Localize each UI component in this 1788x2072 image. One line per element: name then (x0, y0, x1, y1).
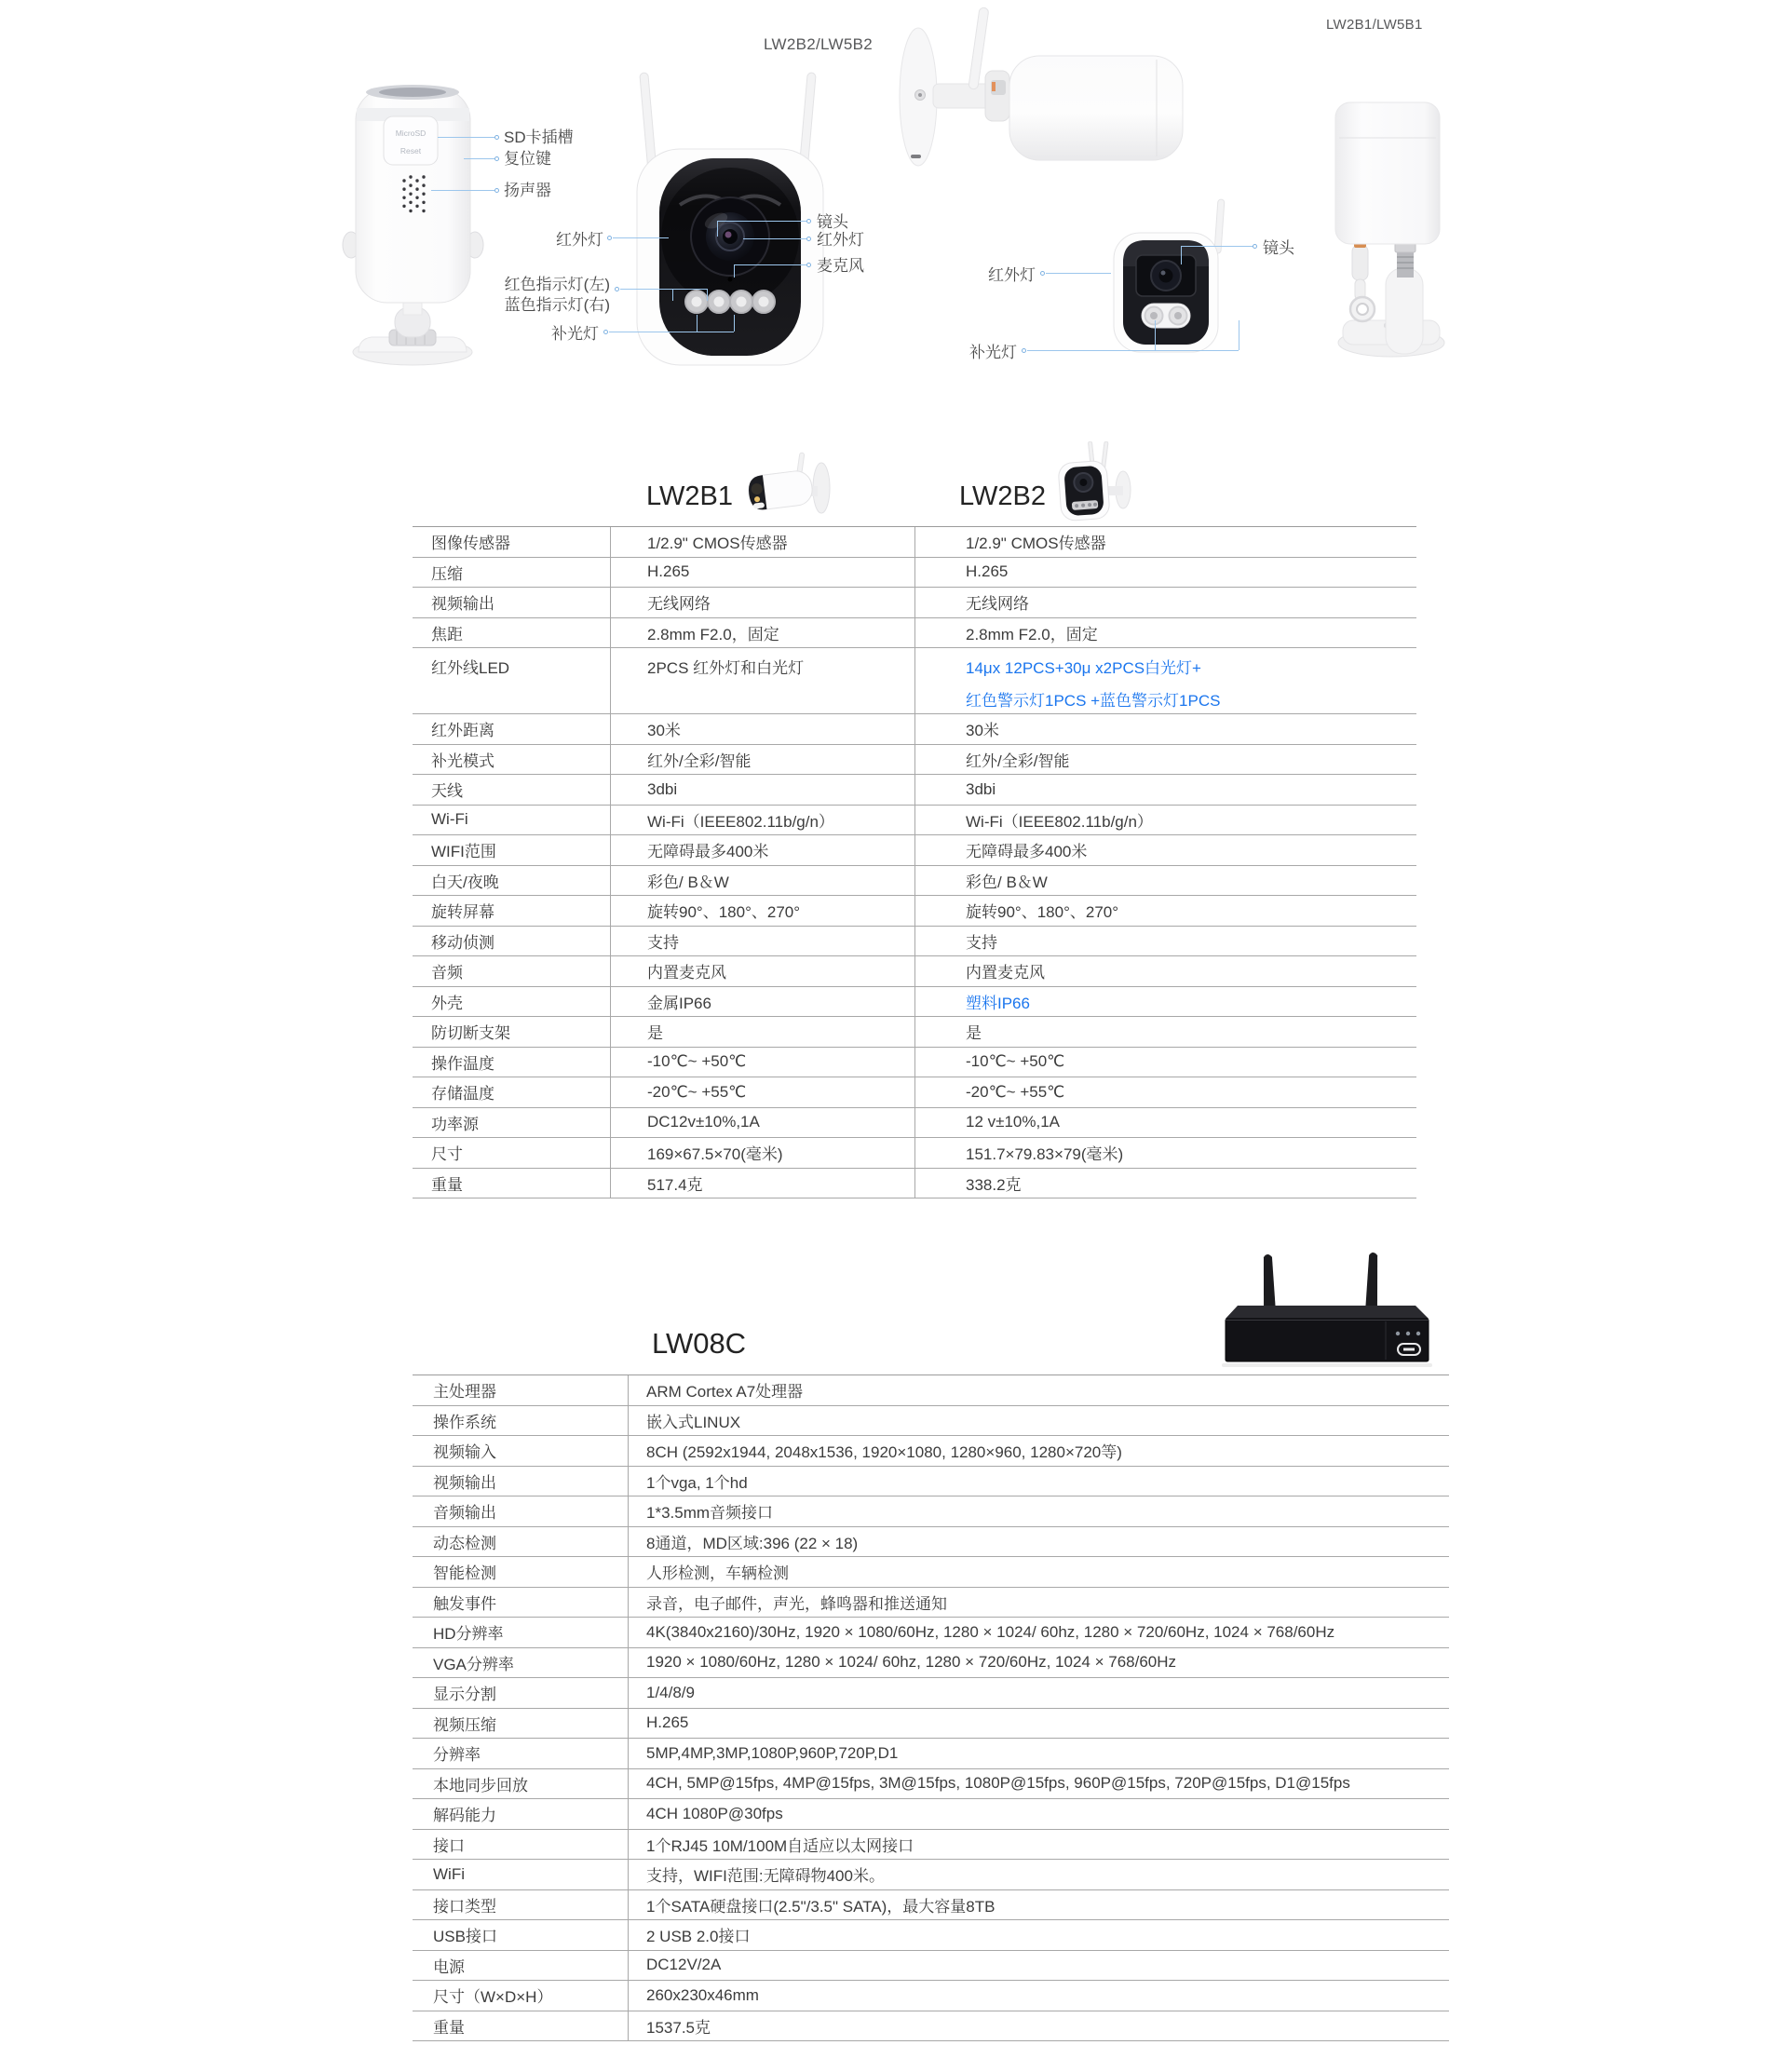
spec-label: 触发事件 (433, 1594, 496, 1613)
spec-value-1: 金属IP66 (647, 994, 711, 1012)
spec-label: 压缩 (431, 564, 463, 583)
spec-value: H.265 (646, 1713, 689, 1732)
spec-label: 功率源 (431, 1115, 479, 1133)
spec-label: 重量 (431, 1175, 463, 1194)
spec-label: 旋转屏幕 (431, 903, 494, 922)
table-row (413, 1527, 1449, 1558)
lw2b1-thumbnail (743, 451, 833, 523)
sd-reset-plate (384, 116, 438, 165)
spec-label: 尺寸（W×D×H） (433, 1988, 553, 2007)
plate-microsd-text: MicroSD (395, 129, 427, 138)
spec-value-1: 是 (647, 1024, 663, 1043)
spec-value: 1*3.5mm音频接口 (646, 1504, 774, 1523)
spec-label: 红外线LED (431, 659, 510, 677)
spec-value-2: 30米 (966, 722, 999, 740)
spec-label: USB接口 (433, 1928, 497, 1946)
camera-back-view-image (326, 73, 522, 385)
spec-label: 接口类型 (433, 1897, 496, 1916)
spec-label: 红外距离 (431, 722, 494, 740)
label-mic: 麦克风 (817, 257, 864, 275)
spec-value-2: 3dbi (966, 779, 996, 798)
table-divider (610, 527, 611, 1199)
nvr-antenna-left (1262, 1254, 1276, 1313)
spec-label: 分辨率 (433, 1746, 481, 1765)
spec-value: DC12V/2A (646, 1956, 722, 1974)
spec-value-2: H.265 (966, 562, 1009, 581)
spec-value-2: 内置麦克风 (966, 964, 1045, 982)
spec-value-1: 1/2.9" CMOS传感器 (647, 535, 788, 553)
label-indicator-red: 红色指示灯(左) (504, 276, 610, 293)
spec-value-1: 517.4克 (647, 1175, 703, 1194)
label-ir-left: 红外灯 (556, 231, 603, 249)
spec-value-2: -10℃~ +50℃ (966, 1052, 1065, 1071)
spec-label: 移动侦测 (431, 933, 494, 952)
spec-value-1: 支持 (647, 933, 679, 952)
spec-value-1: -10℃~ +50℃ (647, 1052, 747, 1071)
spec-value: 1/4/8/9 (646, 1683, 695, 1701)
spec-value-2: 支持 (966, 933, 997, 952)
spec-value-1: 内置麦克风 (647, 964, 726, 982)
hinge-knuckle (985, 71, 1009, 121)
mount-arm (933, 84, 991, 108)
spec-value-2: 无障碍最多400米 (966, 843, 1088, 861)
table-row (413, 1588, 1449, 1618)
table-row (413, 1557, 1449, 1588)
spec-value-1: 无障碍最多400米 (647, 843, 769, 861)
table-row (413, 1769, 1449, 1800)
spec-label: 焦距 (431, 625, 463, 643)
table-row (413, 1436, 1449, 1467)
table-row (413, 1496, 1449, 1527)
table-row (413, 1920, 1449, 1951)
spec-label: 视频输出 (433, 1473, 496, 1492)
spec-value: 1537.5克 (646, 2018, 711, 2037)
table-row (413, 1860, 1449, 1890)
lw2b2-thumbnail (1049, 441, 1134, 523)
spec-label: WiFi (433, 1864, 465, 1883)
spec-value-1: -20℃~ +55℃ (647, 1082, 747, 1101)
table-row (413, 1618, 1449, 1648)
nvr-image (1212, 1250, 1442, 1373)
stand-arm (1386, 268, 1423, 354)
table-row (413, 1739, 1449, 1769)
spec-value: ARM Cortex A7处理器 (646, 1383, 804, 1402)
spec-label: 视频压缩 (433, 1715, 496, 1734)
spec-value-2: 2.8mm F2.0，固定 (966, 625, 1098, 643)
plate-reset-text: Reset (400, 146, 422, 156)
spec-label: 智能检测 (433, 1564, 496, 1583)
spec-value-2: 14μx 12PCS+30μ x2PCS白光灯+ 红色警示灯1PCS +蓝色警示灯1PCS (966, 659, 1221, 710)
nvr-title: LW08C (652, 1327, 747, 1360)
spec-label: 解码能力 (433, 1807, 496, 1825)
table-row (413, 2011, 1449, 2042)
table-row (413, 1648, 1449, 1679)
spec-label: 外壳 (431, 994, 463, 1012)
spec-label: 视频输入 (433, 1443, 496, 1462)
spec-value-2: 旋转90°、180°、270° (966, 903, 1119, 922)
camera-front-view-image (626, 63, 835, 375)
spec-label: 音频输出 (433, 1504, 496, 1523)
nvr-front-panel (1226, 1319, 1429, 1361)
spec-value-2: Wi-Fi（IEEE802.11b/g/n） (966, 812, 1153, 831)
camera-rear-view-image (1319, 89, 1454, 359)
spec-label: 接口 (433, 1836, 465, 1855)
table-model2-title: LW2B2 (959, 481, 1046, 511)
camera-side-view-image (894, 4, 1201, 181)
spec-value-2: 151.7×79.83×79(毫米) (966, 1145, 1124, 1164)
spec-value: 4K(3840x2160)/30Hz, 1920 × 1080/60Hz, 1280 × 1024/ 60hz, 1280 × 720/60Hz, 1024 × 768/60Hz (646, 1622, 1335, 1641)
spec-label: 白天/夜晚 (431, 873, 499, 891)
spec-label: 防切断支架 (431, 1024, 510, 1043)
table-row (413, 1799, 1449, 1830)
model-title-lw2b2-lw5b2: LW2B2/LW5B2 (764, 35, 873, 53)
table-model1-title: LW2B1 (646, 481, 733, 511)
camera-spec-table (413, 526, 1416, 1199)
label-speaker: 扬声器 (504, 182, 551, 199)
spec-label: 重量 (433, 2018, 465, 2037)
spec-value-2: 338.2克 (966, 1175, 1022, 1194)
spec-value: 录音，电子邮件，声光，蜂鸣器和推送通知 (646, 1594, 947, 1613)
spec-label: 动态检测 (433, 1534, 496, 1552)
spec-value: 1个SATA硬盘接口(2.5"/3.5" SATA)，最大容量8TB (646, 1897, 996, 1916)
spec-label: VGA分辨率 (433, 1655, 514, 1673)
table-row (413, 1890, 1449, 1921)
spec-value: 4CH, 5MP@15fps, 4MP@15fps, 3M@15fps, 1080P@15fps, 960P@15fps, 720P@15fps, D1@15fps (646, 1774, 1350, 1793)
label-sd-slot: SD卡插槽 (504, 129, 574, 146)
nvr-spec-rows (413, 1375, 1449, 2041)
spec-value: 8通道，MD区域:396 (22 × 18) (646, 1534, 859, 1552)
spec-value-1: 2.8mm F2.0，固定 (647, 625, 779, 643)
spec-value-2: 是 (966, 1024, 982, 1043)
camera-body (1335, 102, 1440, 244)
nvr-spec-table (413, 1375, 1449, 2041)
label-ir-right-group: 红外灯 (988, 266, 1036, 284)
model-title-lw2b1-lw5b1: LW2B1/LW5B1 (1326, 17, 1423, 33)
spec-value-2: -20℃~ +55℃ (966, 1082, 1065, 1101)
table-row (413, 1981, 1449, 2011)
spec-value-1: 无线网络 (647, 595, 711, 614)
table-row (413, 1709, 1449, 1740)
label-fill-light-left-group: 补光灯 (551, 325, 599, 343)
spec-value-2: 12 v±10%,1A (966, 1113, 1061, 1131)
label-ir-right: 红外灯 (817, 231, 864, 249)
spec-value: 8CH (2592x1944, 2048x1536, 1920×1080, 1280×960, 1280×720等) (646, 1443, 1122, 1462)
spec-value-1: Wi-Fi（IEEE802.11b/g/n） (647, 812, 834, 831)
spec-value-1: 彩色/ B＆W (647, 873, 729, 891)
spec-value-1: 3dbi (647, 779, 678, 798)
label-indicator-blue: 蓝色指示灯(右) (504, 296, 610, 314)
spec-value-1: H.265 (647, 562, 690, 581)
spec-value-2: 塑料IP66 (966, 994, 1030, 1012)
spec-label: 尺寸 (431, 1145, 463, 1164)
spec-value-2: 1/2.9" CMOS传感器 (966, 535, 1106, 553)
spec-label: 操作系统 (433, 1413, 496, 1431)
table-row (413, 1951, 1449, 1982)
table-row (413, 1678, 1449, 1709)
spec-value-2: 红外/全彩/智能 (966, 752, 1070, 770)
spec-label: WIFI范围 (431, 843, 496, 861)
label-lens-right-group: 镜头 (1263, 239, 1294, 257)
spec-value-1: 169×67.5×70(毫米) (647, 1145, 783, 1164)
nvr-antenna-right (1365, 1253, 1379, 1313)
table-row (413, 1830, 1449, 1861)
table-row (413, 1467, 1449, 1497)
spec-value: 支持，WIFI范围:无障碍物400米。 (646, 1867, 885, 1886)
spec-label: 天线 (431, 782, 463, 801)
spec-label: 图像传感器 (431, 535, 510, 553)
mic-hole (728, 278, 733, 282)
spec-value-1: 30米 (647, 722, 681, 740)
spec-value: 260x230x46mm (646, 1985, 759, 2004)
spec-value: 1个vga, 1个hd (646, 1473, 748, 1492)
spec-value-2: 无线网络 (966, 595, 1029, 614)
spec-value-1: 2PCS 红外灯和白光灯 (647, 659, 805, 677)
screw-joint (1397, 251, 1414, 278)
spec-label: 补光模式 (431, 752, 494, 770)
label-lens: 镜头 (817, 213, 848, 231)
table-row (413, 1406, 1449, 1437)
spec-value: 嵌入式LINUX (646, 1413, 741, 1431)
spec-label: 本地同步回放 (433, 1776, 528, 1794)
antenna-connector-copper (992, 82, 996, 91)
spec-value-1: 红外/全彩/智能 (647, 752, 752, 770)
antenna-connector (1352, 245, 1368, 280)
spec-value-1: DC12v±10%,1A (647, 1113, 760, 1131)
spec-label: 主处理器 (433, 1383, 496, 1402)
table-divider (914, 527, 915, 1199)
camera-front-small-image (1099, 197, 1239, 358)
spec-value: 2 USB 2.0接口 (646, 1928, 751, 1946)
spec-label: 存储温度 (431, 1085, 494, 1104)
spec-label: 音频 (431, 964, 463, 982)
spec-label: 视频输出 (431, 595, 494, 614)
label-reset: 复位键 (504, 150, 551, 168)
spec-value: 1920 × 1080/60Hz, 1280 × 1024/ 60hz, 1280 × 720/60Hz, 1024 × 768/60Hz (646, 1653, 1177, 1672)
spec-value: 4CH 1080P@30fps (646, 1804, 783, 1822)
spec-value: 人形检测，车辆检测 (646, 1564, 789, 1583)
spec-value-2: 彩色/ B＆W (966, 873, 1048, 891)
table-row (413, 1375, 1449, 1406)
spec-value-1: 旋转90°、180°、270° (647, 903, 801, 922)
table-divider (628, 1375, 629, 2041)
spec-label: 操作温度 (431, 1054, 494, 1073)
spec-label: 电源 (433, 1957, 465, 1976)
label-fill-light-right-group: 补光灯 (969, 344, 1017, 361)
spec-label: 显示分割 (433, 1686, 496, 1704)
spec-label: HD分辨率 (433, 1625, 504, 1644)
spec-value: 5MP,4MP,3MP,1080P,960P,720P,D1 (646, 1743, 899, 1762)
spec-value: 1个RJ45 10M/100M自适应以太网接口 (646, 1836, 914, 1855)
spec-label: Wi-Fi (431, 810, 468, 829)
